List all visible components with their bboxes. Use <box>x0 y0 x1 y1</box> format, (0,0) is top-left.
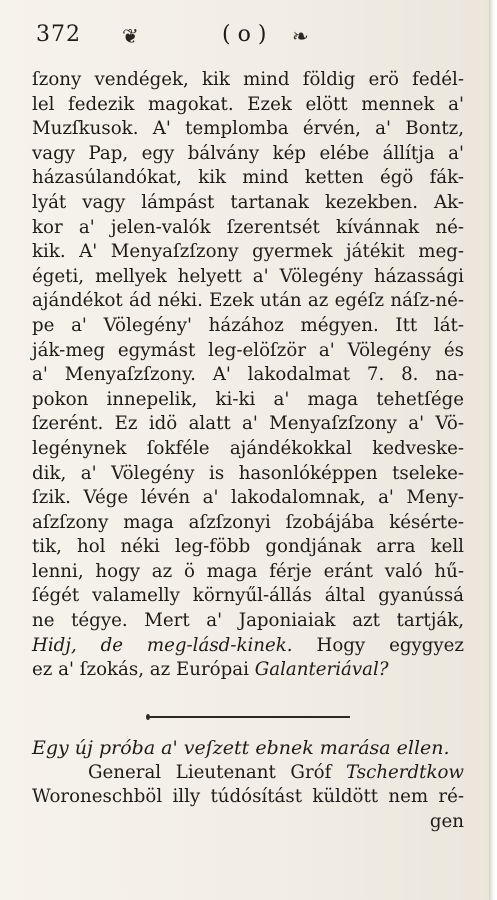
text-line: kor a' jelen-valók ſzerentsét kívánnak né- <box>32 216 464 238</box>
text-line: vagy Pap, egy bálvány kép elébe állítja a' <box>32 142 464 164</box>
text-line: pe a' Völegény' házához mégyen. Itt lát- <box>32 314 464 336</box>
page-number: 372 <box>36 22 81 47</box>
signature-mark: ( o ) <box>222 22 267 47</box>
text-line: pokon innepelik, ki-ki a' maga tehetſége <box>32 388 464 410</box>
text-line: aſzſzony maga aſzſzonyi ſzobájába késérte- <box>32 511 464 533</box>
right-ornament-icon: ❧ <box>292 24 309 48</box>
section-line: gen <box>429 810 464 832</box>
text-line-with-proverb <box>32 634 464 659</box>
section-line: Woroneschböl illy túdósítást küldött nem ré- <box>32 786 464 808</box>
text-line: lyát vagy lámpást tartanak kezekben. Ak- <box>32 191 464 213</box>
section-line <box>32 761 464 786</box>
body-text <box>32 68 464 683</box>
text-line: lenni, hogy az ö maga férje eránt való hű- <box>32 560 464 582</box>
galanteria-italic: Galanteriával? <box>254 659 389 681</box>
text-line: égeti, mellyek helyett a' Völegény házassági <box>32 265 464 287</box>
text-line-final <box>32 658 464 683</box>
section-divider <box>150 716 350 718</box>
text-line: ſzony vendégek, kik mind földig erö fedél- <box>32 69 464 90</box>
text-line: a' Menyaſzſzony. A' lakodalmat 7. 8. na- <box>32 364 464 386</box>
section-line1-name: Tscherdtkow <box>346 761 464 783</box>
proverb-italic: Hidj, de meg-lásd-kinek. <box>32 634 293 656</box>
running-header <box>36 22 326 52</box>
text-line: ják-meg egymást leg-elöſzör a' Völegény és <box>32 339 464 361</box>
page-spine-edge <box>489 0 497 900</box>
section-title: Egy új próba a' veſzett ebnek marása ellen. <box>32 737 450 759</box>
text-line: lel fedezik magokat. Ezek elött mennek a' <box>32 93 464 115</box>
text-line: házasúlandókat, kik mind ketten égö fák- <box>32 167 464 189</box>
new-section <box>32 736 464 834</box>
section-line1-plain: General Lieutenant Gróf <box>88 761 346 783</box>
text-line: Muzſkusok. A' templomba érvén, a' Bontz, <box>32 118 464 140</box>
text-line: kik. A' Menyaſzſzony gyermek játékit meg- <box>32 241 464 263</box>
text-line: ſégét valamelly környűl-állás által gyanússá <box>32 585 464 607</box>
left-ornament-icon: ❦ <box>122 24 139 48</box>
closing-text-2: ez a' ſzokás, az Európai <box>32 659 255 681</box>
text-line: ajándékot ád néki. Ezek után az egéſz náſz-né- <box>32 290 464 312</box>
text-line: ne tégye. Mert a' Japoniaiak azt tartják, <box>32 610 464 632</box>
closing-text: Hogy egygyez <box>292 634 465 656</box>
text-line: legénynek ſokféle ajándékokkal kedveske- <box>32 437 464 459</box>
text-line: dik, a' Völegény is hasonlóképpen tseleke- <box>32 462 464 484</box>
text-line: tik, hol néki leg-föbb gondjának arra kell <box>32 536 464 558</box>
text-line: ſzerént. Ez idö alatt a' Menyaſzſzony a' Vö- <box>32 413 464 435</box>
text-line: ſzik. Vége lévén a' lakodalomnak, a' Meny- <box>32 487 464 509</box>
